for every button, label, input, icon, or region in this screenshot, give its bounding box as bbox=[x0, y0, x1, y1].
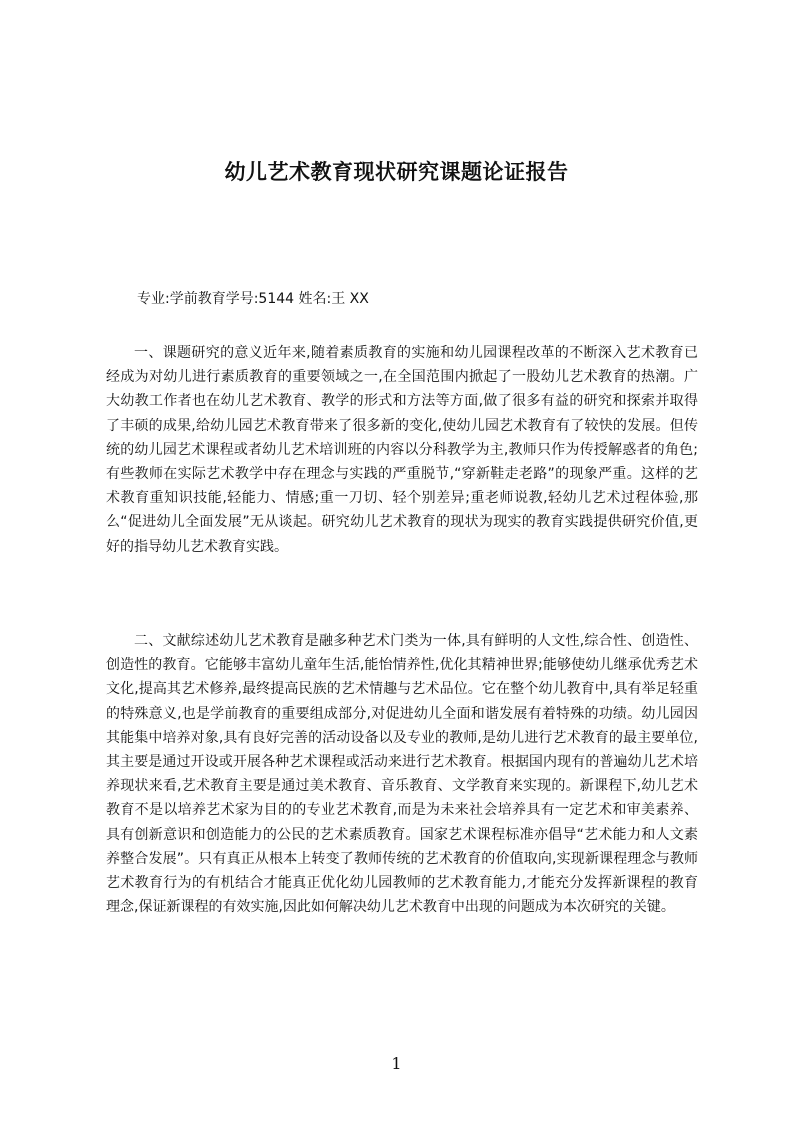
document-title: 幼儿艺术教育现状研究课题论证报告 bbox=[224, 160, 569, 185]
paragraph-literature-review: 二、文献综述幼儿艺术教育是融多种艺术门类为一体,具有鲜明的人文性,综合性、创造性、创造性的教育。它能够丰富幼儿童年生活,能怡情养性,优化其精神世界;能够使幼儿继承优秀艺术文化,提高其艺术修养,最终提高民族的艺术情趣与艺术品位。它在整个幼儿教育中,具有举足轻重的特殊意义,也是学前教育的重要组成部分,对促进幼儿全面和谐发展有着特殊的功绩。幼儿园因其能集中培养对象,具有良好完善的活动设备以及专业的教师,是幼儿进行艺术教育的最主要单位,其主要是通过开设或开展各种艺术课程或活动来进行艺术教育。根据国内现有的普遍幼儿艺术培养现状来看,艺术教育主要是通过美术教育、音乐教育、文学教育来实现的。新课程下,幼儿艺术教育不是以培养艺术家为目的的专业艺术教育,而是为未来社会培养具有一定艺术和审美素养、具有创新意识和创造能力的公民的艺术素质教育。国家艺术课程标准亦倡导“艺术能力和人文素养整合发展”。只有真正从根本上转变了教师传统的艺术教育的价值取向,实现新课程理念与教师艺术教育行为的有机结合才能真正优化幼儿园教师的艺术教育能力,才能充分发挥新课程的教育理念,保证新课程的有效实施,因此如何解决幼儿艺术教育中出现的问题成为本次研究的关键。 bbox=[106, 633, 698, 916]
paragraph-research-significance: 一、课题研究的意义近年来,随着素质教育的实施和幼儿园课程改革的不断深入艺术教育已经成为对幼儿进行素质教育的重要领域之一,在全国范围内掀起了一股幼儿艺术教育的热潮。广大幼教工作者也在幼儿艺术教育、教学的形式和方法等方面,做了很多有益的研究和探索并取得了丰硕的成果,给幼儿园艺术教育带来了很多新的变化,使幼儿园艺术教育有了较快的发展。但传统的幼儿园艺术课程或者幼儿艺术培训班的内容以分科教学为主,教师只作为传授解惑者的角色;有些教师在实际艺术教学中存在理念与实践的严重脱节,“穿新鞋走老路”的现象严重。这样的艺术教育重知识技能,轻能力、情感;重一刀切、轻个别差异;重老师说教,轻幼儿艺术过程体验,那么“促进幼儿全面发展”无从谈起。研究幼儿艺术教育的现状为现实的教育实践提供研究价值,更好的指导幼儿艺术教育实践。 bbox=[106, 345, 698, 555]
page-number: 1 bbox=[391, 1054, 402, 1073]
author-info-line: 专业:学前教育学号:5144 姓名:王 XX bbox=[137, 291, 369, 307]
